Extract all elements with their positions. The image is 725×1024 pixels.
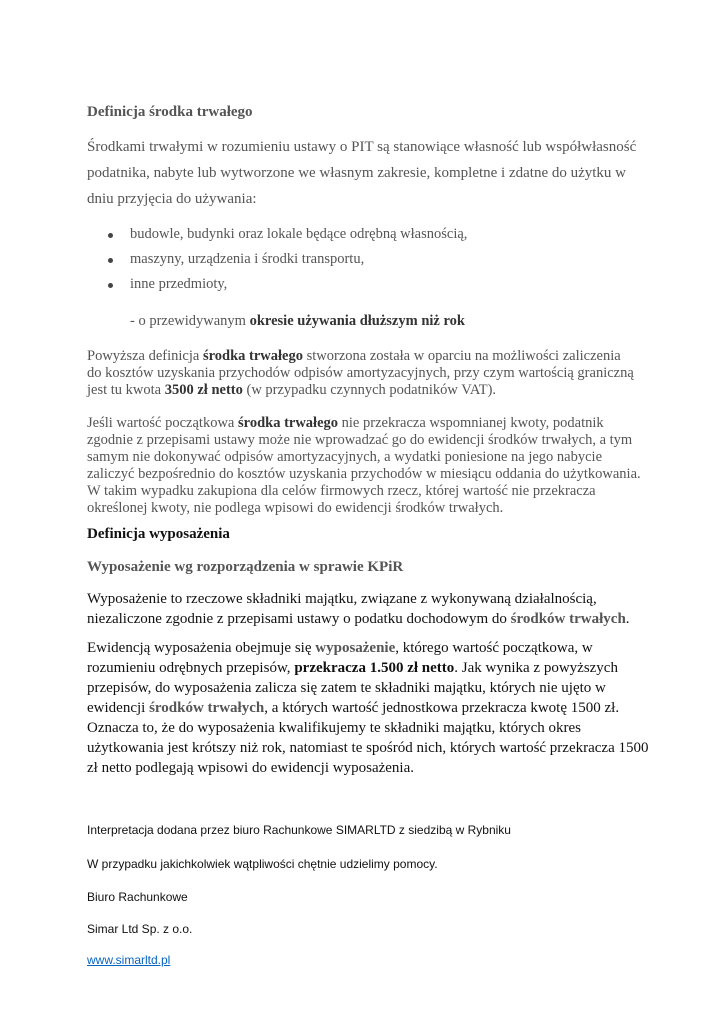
list-item-text: budowle, budynki oraz lokale będące odrębną własnością, <box>130 226 468 242</box>
bullet-icon <box>108 283 113 288</box>
footer-company: Simar Ltd Sp. z o.o. <box>87 922 193 936</box>
bullet-icon <box>108 233 113 238</box>
text-run: . <box>625 611 630 627</box>
paragraph-below-threshold <box>87 415 642 517</box>
footer-help: W przypadku jakichkolwiek wątpliwości chętnie udzielimy pomocy. <box>87 857 438 871</box>
bullet-icon <box>108 258 113 263</box>
bold-run: przekracza 1.500 zł netto <box>294 660 455 676</box>
text-run: nie przekracza wspomnianej kwoty, podatnik zgodnie z przepisami ustawy może nie wprowadzać go do ewidencji środków trwałych, a tym samym nie dokonywać odpisów amortyzacyjnych, a wydatki poniesione na jego nabycie zaliczyć bezpośrednio do kosztów uzyskania przychodów w miesiącu oddania do użytkowania. W takim wypadku zakupiona dla celów firmowych rzecz, której wartość nie przekracza określonej kwoty, nie podlega wpisowi do ewidencji środków trwałych. <box>87 415 641 516</box>
paragraph-equipment <box>87 589 647 629</box>
paragraph-threshold <box>87 348 637 399</box>
bold-run: wyposażenie <box>315 640 396 656</box>
heading-equipment-definition: Definicja wyposażenia <box>87 526 230 542</box>
list-item <box>108 226 467 251</box>
paragraph-equipment-register <box>87 638 652 778</box>
text-run: , którego wartość początkowa, w rozumieniu odrębnych przepisów, <box>87 640 593 676</box>
text-run: (w przypadku czynnych podatników VAT). <box>242 382 497 398</box>
list-item-text: inne przedmioty, <box>130 276 228 292</box>
heading-fixed-asset-definition: Definicja środka trwałego <box>87 104 253 120</box>
list-item-text: maszyny, urządzenia i środki transportu, <box>130 251 365 267</box>
text-run: Jeśli wartość początkowa <box>87 415 238 431</box>
bold-run: środków trwałych <box>149 700 265 716</box>
text-run: Ewidencją wyposażenia obejmuje się <box>87 640 316 656</box>
list-item <box>108 251 467 276</box>
footer-office: Biuro Rachunkowe <box>87 890 188 904</box>
text-run: Wyposażenie to rzeczowe składniki majątku, związane z wykonywaną działalnością, niezaliczone zgodnie z przepisami ustawy o podatku dochodowym do <box>87 591 597 627</box>
text-run: Powyższa definicja <box>87 348 203 364</box>
website-link[interactable]: www.simarltd.pl <box>87 953 171 967</box>
bold-run: środka trwałego <box>202 348 303 364</box>
footer-interpretation: Interpretacja dodana przez biuro Rachunkowe SIMARLTD z siedzibą w Rybniku <box>87 823 511 837</box>
subheading-kpir: Wyposażenie wg rozporządzenia w sprawie KPiR <box>87 559 404 575</box>
note-prefix: - o przewidywanym <box>130 313 250 329</box>
intro-paragraph: Środkami trwałymi w rozumieniu ustawy o PIT są stanowiące własność lub współwłasność podatnika, nabyte lub wytworzone we własnym zakresie, kompletne i zdatne do użytku w dniu przyjęcia do używania: <box>87 139 637 207</box>
bold-run: środków trwałych <box>510 611 626 627</box>
text-run: stworzona została w oparciu na możliwości zaliczenia do kosztów uzyskania przychodów odpisów amortyzacyjnych, przy czym wartością graniczną jest tu kwota <box>87 348 634 398</box>
bold-run: 3500 zł netto <box>164 382 243 398</box>
text-run: , a których wartość jednostkowa przekracza kwotę 1500 zł. Oznacza to, że do wyposażenia kwalifikujemy te składniki majątku, których okres użytkowania jest krótszy niż rok, natomiast te spośród nich, których wartość przekracza 1500 zł netto podlegają wpisowi do ewidencji wyposażenia. <box>87 700 649 776</box>
list-item <box>108 276 467 301</box>
bold-run: środka trwałego <box>238 415 339 431</box>
asset-list <box>108 226 467 301</box>
usage-period-note <box>130 313 465 330</box>
note-bold: okresie używania dłuższym niż rok <box>249 313 465 329</box>
text-run: . Jak wynika z powyższych przepisów, do wyposażenia zalicza się zatem te składniki majątku, których nie ujęto w ewidencji <box>87 660 618 716</box>
